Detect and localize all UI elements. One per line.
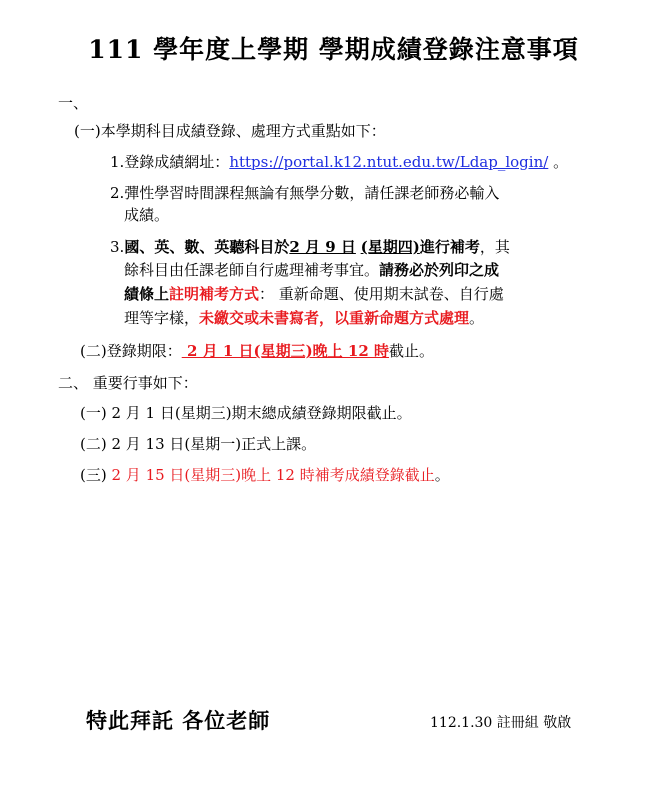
print-instruction: 請務必於列印之成: [379, 261, 500, 279]
sub-item-3-text: 理等字樣，: [124, 309, 200, 327]
page-title: 111 學年度上學期 學期成績登錄注意事項: [88, 35, 579, 64]
signature: 112.1.30 註冊組 敬啟: [430, 715, 572, 731]
deadline-suffix: 截止。: [389, 342, 435, 360]
event-2: (二) 2 月 13 日(星期一)正式上課。: [80, 435, 317, 453]
deadline-label: (二)登錄期限：: [80, 342, 182, 360]
makeup-weekday: (星期四): [360, 238, 420, 256]
sub-item-2-line-2: 成績。: [124, 206, 170, 224]
event-3: [80, 464, 450, 486]
sub-item-3-line-3: [124, 283, 504, 305]
makeup-date: 2 月 9 日: [289, 238, 356, 256]
sub-item-3-line-1: [110, 236, 510, 258]
deadline-value: 2 月 1 日(星期三)晚上 12 時: [181, 342, 389, 360]
default-handling-warning: 未繳交或未書寫者，以重新命題方式處理: [199, 309, 470, 327]
sub-item-3-number: 3.: [110, 238, 125, 256]
sub-item-3-line-4: [124, 307, 484, 329]
sub-item-2-line-1: 2.彈性學習時間課程無論有無學分數，請任課老師務必輸入: [110, 184, 500, 202]
sub-item-3-line-2: [124, 259, 499, 281]
sub-item-3-text: ，其: [479, 238, 510, 256]
event-3-suffix: 。: [434, 466, 450, 484]
section-1-heading: 一、: [58, 94, 89, 112]
makeup-method-note: 註明補考方式: [169, 285, 260, 303]
print-instruction: 績條上: [124, 285, 170, 303]
portal-link[interactable]: https://portal.k12.ntut.edu.tw/Ldap_login/: [229, 153, 549, 171]
section-1-item-1: (一)本學期科目成績登錄、處理方式重點如下：: [74, 122, 386, 140]
event-3-highlight: 2 月 15 日(星期三)晚上 12 時補考成績登錄截止: [111, 466, 435, 484]
makeup-action: 進行補考: [419, 238, 480, 256]
sub-item-1-prefix: 1.登錄成績網址：: [110, 153, 230, 171]
sub-item-3-text: 。: [469, 309, 485, 327]
event-1: (一) 2 月 1 日(星期三)期末總成績登錄期限截止。: [80, 404, 412, 422]
closing-remark: 特此拜託 各位老師: [86, 708, 271, 733]
sub-item-3-text: 餘科目由任課老師自行處理補考事宜。: [124, 261, 380, 279]
sub-item-1: [110, 151, 568, 173]
section-1-item-2: [80, 340, 434, 362]
event-3-prefix: (三): [80, 466, 112, 484]
section-2-heading: 二、 重要行事如下：: [58, 374, 198, 392]
sub-item-1-suffix: 。: [548, 153, 569, 171]
sub-item-3-text: ： 重新命題、使用期末試卷、自行處: [259, 285, 504, 303]
makeup-subjects: 國、英、數、英聽科目於: [124, 238, 290, 256]
